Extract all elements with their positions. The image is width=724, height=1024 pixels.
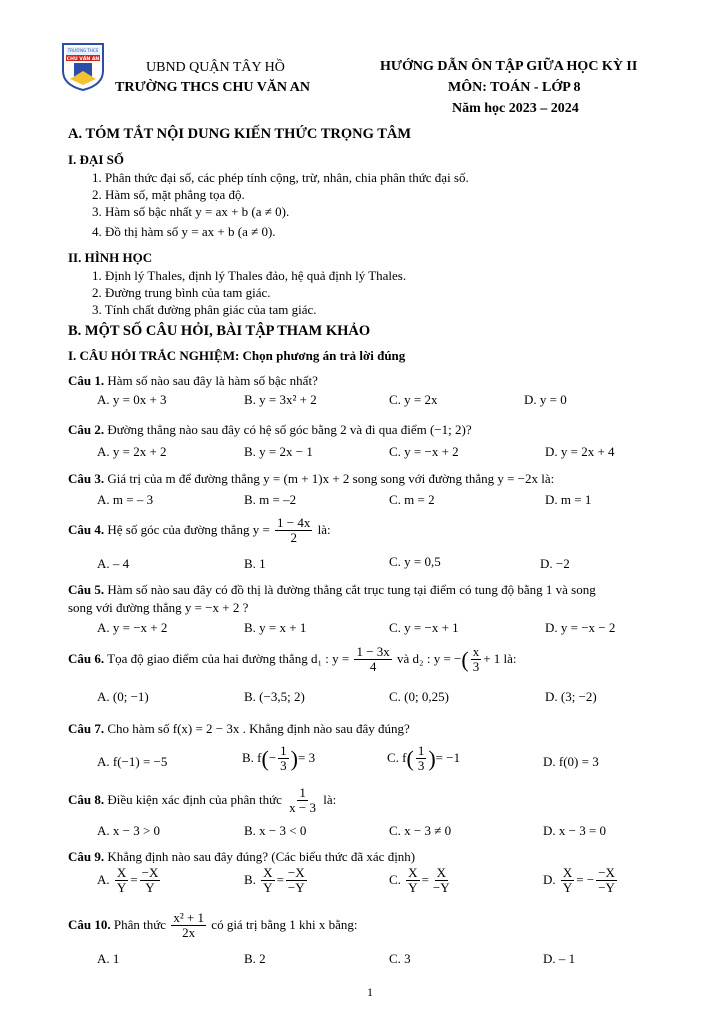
option-a[interactable]: A. f(−1) = −5 xyxy=(97,754,168,769)
option-c[interactable]: C. 3 xyxy=(389,951,411,966)
option-b[interactable] xyxy=(244,866,309,896)
option-a[interactable]: A. y = −x + 2 xyxy=(97,620,168,635)
question-4 xyxy=(68,516,331,546)
option-d[interactable]: D. x − 3 = 0 xyxy=(543,823,607,838)
question-text-end: là: xyxy=(320,791,337,807)
fraction-numerator: X xyxy=(263,865,273,880)
option-d[interactable]: D. y = −x − 2 xyxy=(545,620,616,635)
option-a[interactable]: A. m = – 3 xyxy=(97,492,154,507)
logo-text-top: TRƯỜNG THCS xyxy=(67,48,99,53)
fraction-denominator: 2x xyxy=(182,925,196,941)
equals-sign: = xyxy=(276,871,284,887)
option-b[interactable]: B. y = 3x² + 2 xyxy=(244,392,317,407)
option-letter: D. xyxy=(543,871,556,887)
option-b[interactable]: B. m = –2 xyxy=(244,492,297,507)
geometry-heading: II. HÌNH HỌC xyxy=(68,250,153,265)
close-paren: ) xyxy=(290,745,298,771)
close-paren: ) xyxy=(428,745,436,771)
question-text: Cho hàm số f(x) = 2 − 3x . Khẳng định nào sau đây đúng? xyxy=(104,721,410,736)
fraction-denominator: Y xyxy=(116,880,127,896)
option-c[interactable]: C. y = −x + 1 xyxy=(389,620,459,635)
question-label: Câu 7. xyxy=(68,721,105,736)
option-b[interactable]: B. 1 xyxy=(244,556,266,571)
fraction xyxy=(416,744,427,774)
fraction xyxy=(275,516,312,546)
geometry-item: 1. Định lý Thales, định lý Thales đảo, hệ quả định lý Thales. xyxy=(92,268,407,283)
open-paren: ( xyxy=(261,745,269,771)
fraction-numerator: 1 xyxy=(299,785,306,800)
fraction-numerator: X xyxy=(436,865,446,880)
algebra-item: 2. Hàm số, mặt phẳng tọa độ. xyxy=(92,187,245,202)
fraction-numerator: 1 − 3x xyxy=(356,644,390,659)
fraction-denominator: 3 xyxy=(280,758,287,774)
question-text: Phân thức xyxy=(110,916,167,932)
option-d[interactable]: D. m = 1 xyxy=(545,492,592,507)
fraction xyxy=(287,786,318,816)
fraction xyxy=(431,866,452,896)
option-c[interactable]: C. y = −x + 2 xyxy=(389,444,459,459)
option-d[interactable]: D. – 1 xyxy=(543,951,576,966)
option-letter: C. xyxy=(389,871,401,887)
fraction-denominator: −Y xyxy=(432,880,450,896)
option-b[interactable]: B. x − 3 < 0 xyxy=(244,823,307,838)
question-label: Câu 8. xyxy=(68,791,105,807)
fraction-denominator: Y xyxy=(263,880,273,896)
algebra-item: 3. Hàm số bậc nhất y = ax + b (a ≠ 0). xyxy=(92,204,290,219)
fraction xyxy=(115,866,128,896)
question-text: Khẳng định nào sau đây đúng? (Các biểu thức đã xác định) xyxy=(104,849,416,864)
question-text-end: có giá trị bằng 1 khi x bằng: xyxy=(208,916,358,932)
fraction xyxy=(471,645,482,675)
school-year: Năm học 2023 – 2024 xyxy=(452,101,579,116)
fraction-numerator: 1 xyxy=(417,743,425,758)
option-b-value: = 3 xyxy=(298,749,316,765)
fraction-denominator: Y xyxy=(408,880,418,896)
option-c[interactable]: C. (0; 0,25) xyxy=(389,689,449,704)
option-a[interactable]: A. y = 2x + 2 xyxy=(97,444,167,459)
minus-sign: − xyxy=(268,749,277,765)
section-b-title: B. MỘT SỐ CÂU HỎI, BÀI TẬP THAM KHẢO xyxy=(68,323,371,339)
question-text: Hàm số nào sau đây là hàm số bậc nhất? xyxy=(104,373,318,388)
option-letter: A. xyxy=(97,871,110,887)
open-paren: ( xyxy=(406,745,414,771)
fraction xyxy=(261,866,274,896)
logo-text-main: CHU VĂN AN xyxy=(66,57,100,62)
option-b[interactable]: B. y = x + 1 xyxy=(244,620,307,635)
fraction-denominator: 4 xyxy=(369,659,377,675)
question-6 xyxy=(68,645,517,675)
question-label: Câu 9. xyxy=(68,849,105,864)
fraction xyxy=(140,866,161,896)
question-7 xyxy=(68,721,410,737)
geometry-item: 3. Tính chất đường phân giác của tam giác. xyxy=(92,302,317,317)
option-c[interactable] xyxy=(389,866,454,896)
fraction-numerator: −X xyxy=(287,865,305,880)
option-a[interactable]: A. – 4 xyxy=(97,556,130,571)
option-a[interactable] xyxy=(97,866,162,896)
question-10 xyxy=(68,911,358,941)
option-d[interactable]: D. (3; −2) xyxy=(545,689,597,704)
option-b-prefix: B. f xyxy=(242,749,262,765)
open-paren: ( xyxy=(461,646,469,672)
option-c[interactable]: C. y = 0,5 xyxy=(389,554,441,569)
fraction-numerator: x xyxy=(472,644,480,659)
question-label: Câu 3. xyxy=(68,471,105,486)
fraction-numerator: 1 xyxy=(280,743,287,758)
question-1 xyxy=(68,373,318,389)
question-text: Điều kiện xác định của phân thức xyxy=(104,791,282,807)
question-3 xyxy=(68,471,554,487)
fraction-denominator: −Y xyxy=(598,880,615,896)
fraction-numerator: −X xyxy=(141,865,159,880)
option-letter: B. xyxy=(244,871,256,887)
algebra-item: 1. Phân thức đại số, các phép tính cộng, trừ, nhân, chia phân thức đại số. xyxy=(92,170,469,185)
fraction xyxy=(354,645,391,675)
question-text: Hệ số góc của đường thẳng y = xyxy=(104,521,270,537)
question-text-end: là: xyxy=(314,521,331,537)
school-name: TRƯỜNG THCS CHU VĂN AN xyxy=(115,80,310,95)
subject-line: MÔN: TOÁN - LỚP 8 xyxy=(448,80,581,95)
option-b[interactable]: B. (−3,5; 2) xyxy=(244,689,305,704)
fraction-denominator: −Y xyxy=(287,880,305,896)
question-8 xyxy=(68,786,336,816)
option-b[interactable] xyxy=(242,744,315,774)
option-c[interactable]: C. x − 3 ≠ 0 xyxy=(389,823,452,838)
option-c[interactable]: C. y = 2x xyxy=(389,392,438,407)
school-logo xyxy=(60,41,106,91)
question-5-continued: song với đường thẳng y = −x + 2 ? xyxy=(68,600,249,615)
fraction xyxy=(286,866,307,896)
question-2 xyxy=(68,422,472,438)
fraction xyxy=(406,866,419,896)
geometry-item: 2. Đường trung bình của tam giác. xyxy=(92,285,271,300)
fraction-denominator: 3 xyxy=(417,758,425,774)
question-text: Đường thẳng nào sau đây có hệ số góc bằng 2 và đi qua điểm (−1; 2)? xyxy=(104,422,472,437)
option-d[interactable]: D. y = 2x + 4 xyxy=(545,444,615,459)
question-text-mid: và d₂ : y = − xyxy=(393,650,462,666)
fraction-numerator: X xyxy=(116,865,127,880)
question-text: Tọa độ giao điểm của hai đường thẳng d₁ : y = xyxy=(104,650,350,666)
fraction-denominator: 2 xyxy=(290,530,297,546)
fraction-denominator: 3 xyxy=(472,659,480,675)
question-label: Câu 2. xyxy=(68,422,105,437)
fraction xyxy=(596,866,617,896)
fraction-denominator: Y xyxy=(562,880,573,896)
option-a[interactable]: A. y = 0x + 3 xyxy=(97,392,167,407)
equals-sign: = xyxy=(421,871,429,887)
fraction-numerator: −X xyxy=(598,865,615,880)
equals-sign: = xyxy=(130,871,138,887)
fraction-numerator: X xyxy=(562,865,573,880)
option-c-value: = −1 xyxy=(435,749,461,765)
question-5 xyxy=(68,582,596,598)
fraction xyxy=(561,866,574,896)
equals-sign: = − xyxy=(576,871,595,887)
fraction xyxy=(278,744,289,774)
fraction xyxy=(171,911,206,941)
document-title: HƯỚNG DẪN ÔN TẬP GIỮA HỌC KỲ II xyxy=(380,59,638,74)
option-d[interactable] xyxy=(543,866,619,896)
fraction-denominator: x − 3 xyxy=(289,800,317,816)
option-c-prefix: C. f xyxy=(387,749,407,765)
question-text: Giá trị của m để đường thẳng y = (m + 1)x + 2 song song với đường thẳng y = −2x là: xyxy=(104,471,555,486)
option-b[interactable]: B. y = 2x − 1 xyxy=(244,444,313,459)
option-a[interactable]: A. 1 xyxy=(97,951,120,966)
option-d[interactable]: D. −2 xyxy=(540,556,570,571)
page-number: 1 xyxy=(367,985,373,999)
option-c[interactable] xyxy=(387,744,460,774)
question-label: Câu 6. xyxy=(68,650,105,666)
option-d[interactable]: D. y = 0 xyxy=(524,392,567,407)
question-label: Câu 10. xyxy=(68,916,111,932)
option-a[interactable]: A. x − 3 > 0 xyxy=(97,823,161,838)
fraction-numerator: X xyxy=(408,865,418,880)
question-9 xyxy=(68,849,415,865)
option-d[interactable]: D. f(0) = 3 xyxy=(543,754,599,769)
question-label: Câu 1. xyxy=(68,373,105,388)
question-label: Câu 4. xyxy=(68,521,105,537)
multiple-choice-heading: I. CÂU HỎI TRẮC NGHIỆM: Chọn phương án trả lời đúng xyxy=(68,348,406,363)
question-text: Hàm số nào sau đây có đồ thị là đường thẳng cắt trục tung tại điểm có tung độ bằng 1 và song xyxy=(104,582,596,597)
district-name: UBND QUẬN TÂY HỒ xyxy=(146,60,285,75)
option-a[interactable]: A. (0; −1) xyxy=(97,689,149,704)
option-b[interactable]: B. 2 xyxy=(244,951,266,966)
question-text-end: + 1 là: xyxy=(483,650,517,666)
fraction-numerator: 1 − 4x xyxy=(277,515,311,530)
fraction-numerator: x² + 1 xyxy=(173,910,205,925)
fraction-denominator: Y xyxy=(145,880,155,896)
algebra-heading: I. ĐẠI SỐ xyxy=(68,152,124,167)
option-c[interactable]: C. m = 2 xyxy=(389,492,435,507)
question-label: Câu 5. xyxy=(68,582,105,597)
algebra-item: 4. Đồ thị hàm số y = ax + b (a ≠ 0). xyxy=(92,224,276,239)
section-a-title: A. TÓM TẮT NỘI DUNG KIẾN THỨC TRỌNG TÂM xyxy=(68,126,412,142)
